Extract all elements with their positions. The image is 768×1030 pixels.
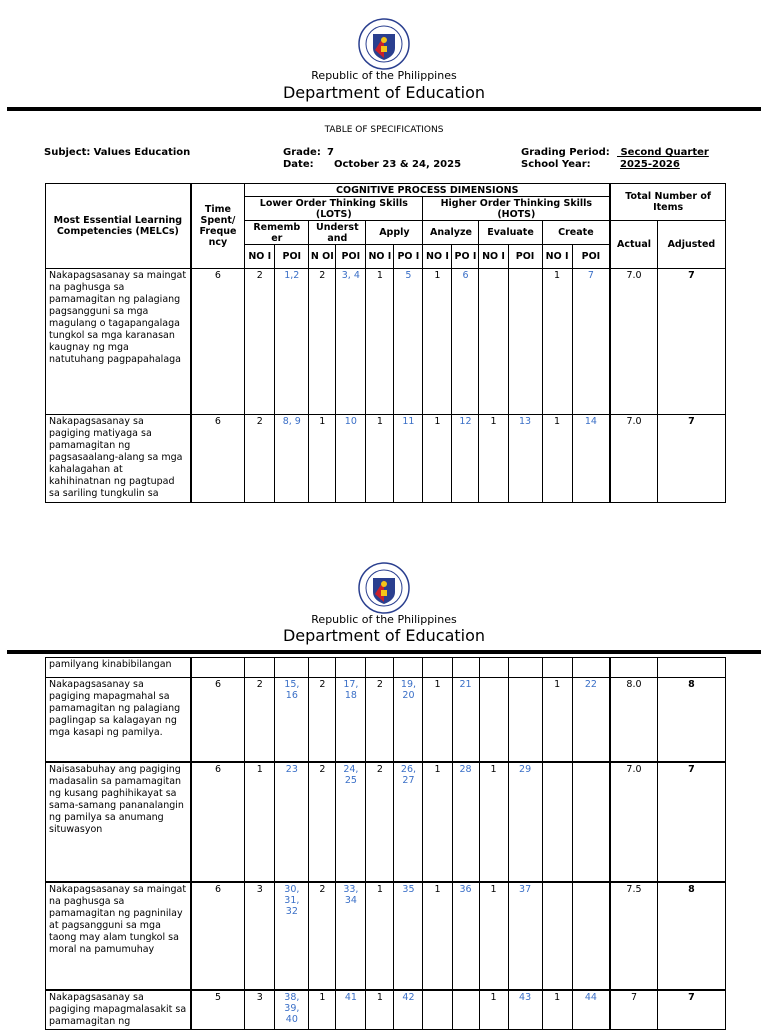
actual-header: Actual	[610, 221, 657, 269]
noi-cell	[479, 658, 508, 678]
noi-cell: 1	[245, 762, 275, 882]
noi-cell: 2	[366, 762, 394, 882]
poi-cell	[452, 990, 479, 1030]
poi-header: POI	[508, 245, 542, 269]
adjusted-header: Adjusted	[657, 221, 725, 269]
adjusted-cell	[657, 658, 725, 678]
sy-label: School Year:	[521, 159, 591, 170]
time-cell: 6	[191, 269, 245, 415]
poi-cell: 12	[452, 415, 479, 503]
date-value: October 23 & 24, 2025	[334, 159, 462, 170]
poi-cell: 11	[394, 415, 423, 503]
noi-cell	[423, 990, 452, 1030]
noi-cell: 1	[309, 415, 336, 503]
grade-info	[283, 147, 334, 158]
date-label: Date:	[283, 159, 314, 170]
poi-cell: 41	[336, 990, 366, 1030]
adjusted-cell: 7	[657, 990, 725, 1030]
noi-cell	[309, 658, 336, 678]
period-label: Grading Period:	[521, 147, 610, 158]
period-value: Second Quarter	[617, 147, 709, 158]
melc-cell: Nakapagsasanay sa maingat na paghusga sa pamamagitan ng pagninilay at pagsangguni sa mga taong may alam tungkol sa moral na pamumuhay	[46, 882, 191, 990]
noi-cell: 2	[366, 678, 394, 762]
poi-header: POI	[275, 245, 309, 269]
department-title: Department of Education	[282, 83, 486, 102]
poi-cell	[508, 658, 542, 678]
poi-cell: 10	[336, 415, 366, 503]
tos-table-page2	[45, 657, 726, 1030]
sy-value: 2025-2026	[620, 159, 680, 170]
date-info	[283, 159, 461, 170]
header-rule	[7, 650, 761, 654]
poi-cell: 6	[452, 269, 479, 415]
time-cell: 6	[191, 415, 245, 503]
noi-cell	[366, 658, 394, 678]
poi-cell: 13	[508, 415, 542, 503]
poi-cell: 37	[508, 882, 542, 990]
melc-cell: Nakapagsasanay sa pagiging matiyaga sa pamamagitan ng pagsasaalang-alang sa mga kahalagahan at kahihinatnan ng pagtupad sa sariling tungkulin sa	[46, 415, 191, 503]
noi-cell: 1	[479, 415, 508, 503]
poi-cell	[336, 658, 366, 678]
department-title: Department of Education	[282, 626, 486, 645]
actual-cell: 7.0	[610, 415, 657, 503]
cpd-header: COGNITIVE PROCESS DIMENSIONS	[245, 184, 611, 197]
deped-seal-logo	[358, 562, 410, 614]
noi-cell: 2	[245, 269, 275, 415]
table-row	[46, 990, 726, 1030]
poi-cell: 22	[572, 678, 610, 762]
table-row	[46, 658, 726, 678]
noi-cell: 1	[542, 415, 572, 503]
noi-cell: 1	[423, 678, 452, 762]
time-cell: 6	[191, 882, 245, 990]
analyze-header: Analyze	[423, 221, 479, 245]
poi-cell: 5	[394, 269, 423, 415]
adjusted-cell: 8	[657, 882, 725, 990]
poi-cell: 3, 4	[336, 269, 366, 415]
table-row	[46, 882, 726, 990]
table-row	[46, 415, 726, 503]
poi-cell: 30, 31, 32	[275, 882, 309, 990]
poi-cell: 17, 18	[336, 678, 366, 762]
noi-cell: 1	[366, 990, 394, 1030]
time-header: Time Spent/ Freque ncy	[191, 184, 245, 269]
grade-value: 7	[327, 147, 334, 158]
noi-cell: 1	[479, 990, 508, 1030]
poi-cell: 21	[452, 678, 479, 762]
table-row	[46, 269, 726, 415]
subject-info	[44, 147, 190, 158]
poi-cell: 38, 39, 40	[275, 990, 309, 1030]
poi-cell: 14	[572, 415, 610, 503]
tos-table-page1	[45, 183, 726, 503]
poi-cell	[452, 658, 479, 678]
poi-cell	[572, 658, 610, 678]
noi-cell	[479, 269, 508, 415]
poi-header: POI	[336, 245, 366, 269]
melc-header: Most Essential Learning Competencies (MELCs)	[46, 184, 191, 269]
poi-cell: 35	[394, 882, 423, 990]
time-cell: 5	[191, 990, 245, 1030]
evaluate-header: Evaluate	[479, 221, 542, 245]
apply-header: Apply	[366, 221, 423, 245]
actual-cell: 7.0	[610, 762, 657, 882]
poi-cell: 33, 34	[336, 882, 366, 990]
noi-cell: 1	[366, 415, 394, 503]
tos-title: TABLE OF SPECIFICATIONS	[324, 125, 444, 135]
subject-value: Values Education	[93, 147, 191, 158]
poi-cell: 7	[572, 269, 610, 415]
poi-cell	[508, 269, 542, 415]
poi-cell: 23	[275, 762, 309, 882]
school-year-info	[521, 159, 680, 170]
republic-label: Republic of the Philippines	[311, 613, 457, 626]
poi-cell: 19, 20	[394, 678, 423, 762]
melc-cell: Naisasabuhay ang pagiging madasalin sa pamamagitan ng kusang paghihikayat sa sama-samang pananalangin ng pamilya sa anumang situwasyon	[46, 762, 191, 882]
noi-header: NO I	[423, 245, 452, 269]
header-rule	[7, 107, 761, 111]
noi-cell	[245, 658, 275, 678]
noi-header: NO I	[479, 245, 508, 269]
noi-cell: 1	[479, 762, 508, 882]
remember-header: Rememb er	[245, 221, 309, 245]
noi-cell: 1	[479, 882, 508, 990]
create-header: Create	[542, 221, 610, 245]
actual-cell: 8.0	[610, 678, 657, 762]
understand-header: Underst and	[309, 221, 366, 245]
noi-cell	[542, 762, 572, 882]
poi-cell: 42	[394, 990, 423, 1030]
noi-cell	[423, 658, 452, 678]
poi-cell	[275, 658, 309, 678]
noi-cell: 1	[542, 990, 572, 1030]
melc-cell: Nakapagsasanay sa pagiging mapagmalasakit sa pamamagitan ng	[46, 990, 191, 1030]
period-info	[521, 147, 709, 158]
poi-header: POI	[572, 245, 610, 269]
total-items-header: Total Number of Items	[610, 184, 725, 221]
adjusted-cell: 7	[657, 762, 725, 882]
subject-label: Subject:	[44, 147, 91, 158]
melc-cell: pamilyang kinabibilangan	[46, 658, 191, 678]
adjusted-cell: 8	[657, 678, 725, 762]
poi-cell: 44	[572, 990, 610, 1030]
poi-cell: 36	[452, 882, 479, 990]
noi-cell: 2	[245, 415, 275, 503]
poi-cell: 43	[508, 990, 542, 1030]
noi-cell: 1	[423, 415, 452, 503]
noi-cell: 3	[245, 882, 275, 990]
noi-cell: 2	[245, 678, 275, 762]
actual-cell: 7.0	[610, 269, 657, 415]
noi-cell: 2	[309, 762, 336, 882]
poi-cell: 24, 25	[336, 762, 366, 882]
noi-cell: 1	[309, 990, 336, 1030]
melc-cell: Nakapagsasanay sa pagiging mapagmahal sa pamamagitan ng palagiang paglingap sa kalagayan ng mga kasapi ng pamilya.	[46, 678, 191, 762]
noi-cell: 2	[309, 269, 336, 415]
actual-cell	[610, 658, 657, 678]
actual-cell: 7.5	[610, 882, 657, 990]
poi-header: PO I	[394, 245, 423, 269]
poi-cell: 28	[452, 762, 479, 882]
noi-cell	[479, 678, 508, 762]
noi-cell: 2	[309, 882, 336, 990]
poi-cell	[572, 882, 610, 990]
actual-cell: 7	[610, 990, 657, 1030]
noi-cell	[542, 658, 572, 678]
poi-cell: 26, 27	[394, 762, 423, 882]
noi-cell: 1	[423, 762, 452, 882]
table-row	[46, 762, 726, 882]
time-cell: 6	[191, 762, 245, 882]
adjusted-cell: 7	[657, 269, 725, 415]
noi-cell: 2	[309, 678, 336, 762]
poi-cell: 29	[508, 762, 542, 882]
noi-cell: 1	[366, 882, 394, 990]
adjusted-cell: 7	[657, 415, 725, 503]
noi-cell: 1	[542, 269, 572, 415]
noi-cell: 1	[542, 678, 572, 762]
deped-seal-logo	[358, 18, 410, 70]
noi-cell: 1	[423, 882, 452, 990]
noi-header: NO I	[245, 245, 275, 269]
melc-cell: Nakapagsasanay sa maingat na paghusga sa pamamagitan ng palagiang pagsangguni sa mga magulang o tagapangalaga tungkol sa mga karanasan kaugnay ng mga natutuhang pagpapahalaga	[46, 269, 191, 415]
poi-cell: 15, 16	[275, 678, 309, 762]
noi-header: N OI	[309, 245, 336, 269]
poi-cell: 8, 9	[275, 415, 309, 503]
hots-header: Higher Order Thinking Skills (HOTS)	[423, 197, 610, 221]
lots-header: Lower Order Thinking Skills (LOTS)	[245, 197, 423, 221]
grade-label: Grade:	[283, 147, 321, 158]
poi-cell: 1,2	[275, 269, 309, 415]
time-cell: 6	[191, 678, 245, 762]
republic-label: Republic of the Philippines	[311, 69, 457, 82]
poi-header: PO I	[452, 245, 479, 269]
noi-header: NO I	[366, 245, 394, 269]
poi-cell	[572, 762, 610, 882]
noi-cell: 1	[366, 269, 394, 415]
noi-cell: 1	[423, 269, 452, 415]
noi-cell	[542, 882, 572, 990]
poi-cell	[508, 678, 542, 762]
poi-cell	[394, 658, 423, 678]
time-cell	[191, 658, 245, 678]
noi-header: NO I	[542, 245, 572, 269]
table-row	[46, 678, 726, 762]
noi-cell: 3	[245, 990, 275, 1030]
